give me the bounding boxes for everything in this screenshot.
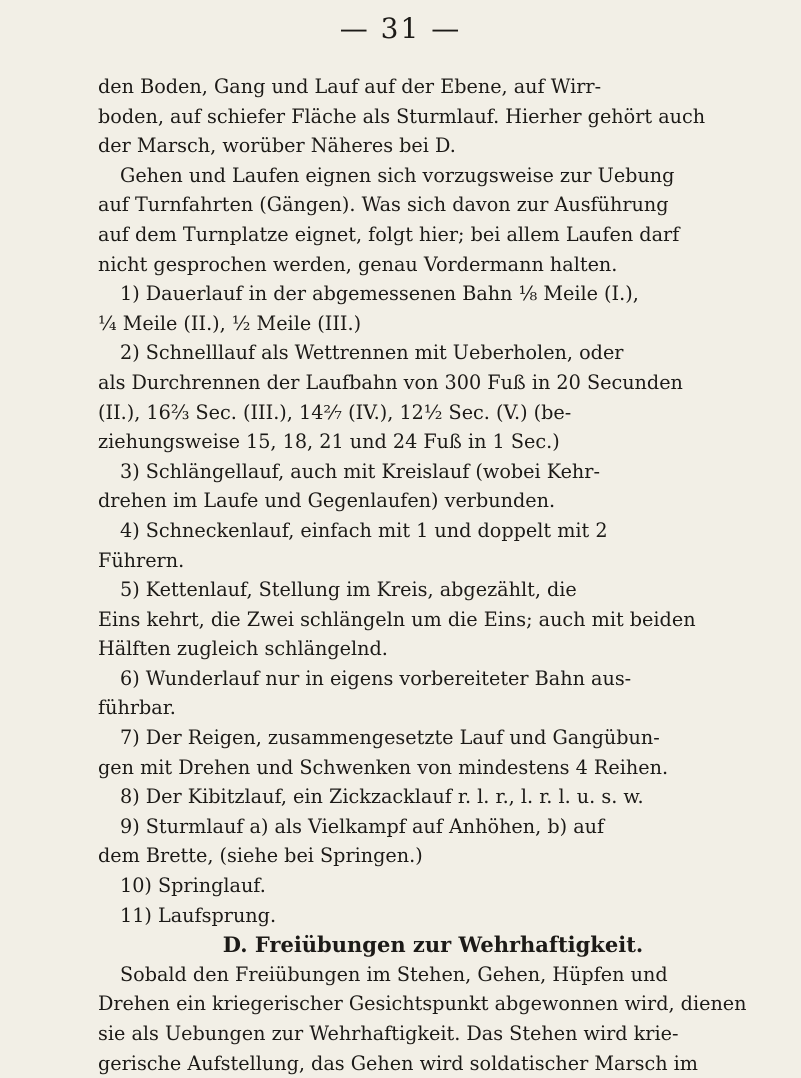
list-item: 7) Der Reigen, zusammengesetzte Lauf und Gangübun- <box>120 726 660 750</box>
text-line: drehen im Laufe und Gegenlaufen) verbunden. <box>98 489 556 513</box>
text-line: den Boden, Gang und Lauf auf der Ebene, auf Wirr- <box>98 75 602 98</box>
list-item: 8) Der Kibitzlauf, ein Zickzacklauf r. l. r., l. r. l. u. s. w. <box>120 785 644 809</box>
list-item: 2) Schnelllauf als Wettrennen mit Ueberholen, oder <box>120 341 624 365</box>
text-line: Eins kehrt, die Zwei schlängeln um die Eins; auch mit beiden <box>98 607 696 631</box>
page-number: — 31 — <box>339 12 462 45</box>
text-line: Sobald den Freiübungen im Stehen, Gehen, Hüpfen und <box>120 962 668 986</box>
list-item: 4) Schneckenlauf, einfach mit 1 und doppelt mit 2 <box>120 518 608 542</box>
text-line: ¼ Meile (II.), ½ Meile (III.) <box>98 311 362 335</box>
text-line: dem Brette, (siehe bei Springen.) <box>98 844 423 868</box>
body-text <box>98 72 768 1078</box>
text-line: Hälften zugleich schlängelnd. <box>98 637 388 661</box>
list-item: 3) Schlängellauf, auch mit Kreislauf (wobei Kehr- <box>120 459 600 483</box>
text-line: nicht gesprochen werden, genau Vordermann halten. <box>98 252 618 276</box>
text-line: gerische Aufstellung, das Gehen wird soldatischer Marsch im <box>98 1051 699 1075</box>
text-line: Führern. <box>98 548 185 572</box>
text-line: sie als Uebungen zur Wehrhaftigkeit. Das Stehen wird krie- <box>98 1022 679 1045</box>
list-item: 9) Sturmlauf a) als Vielkampf auf Anhöhen, b) auf <box>120 814 605 838</box>
text-line: Gehen und Laufen eignen sich vorzugsweise zur Uebung <box>120 163 675 187</box>
text-line: auf dem Turnplatze eignet, folgt hier; bei allem Laufen darf <box>98 222 680 246</box>
list-item: 5) Kettenlauf, Stellung im Kreis, abgezählt, die <box>120 578 577 602</box>
list-item: 1) Dauerlauf in der abgemessenen Bahn ⅛ Meile (I.), <box>120 282 639 306</box>
list-item: 10) Springlauf. <box>120 874 266 898</box>
text-line: (II.), 16⅔ Sec. (III.), 14²⁄₇ (IV.), 12½ Sec. (V.) (be- <box>98 400 572 424</box>
text-line: gen mit Drehen und Schwenken von mindestens 4 Reihen. <box>98 755 669 779</box>
text-line: als Durchrennen der Laufbahn von 300 Fuß in 20 Secunden <box>98 370 683 394</box>
text-line: der Marsch, worüber Näheres bei D. <box>98 134 456 158</box>
list-item: 11) Laufsprung. <box>120 903 277 927</box>
list-item: 6) Wunderlauf nur in eigens vorbereiteter Bahn aus- <box>120 666 632 690</box>
section-heading: D. Freiübungen zur Wehrhaftigkeit. <box>222 932 644 958</box>
text-line: ziehungsweise 15, 18, 21 und 24 Fuß in 1 Sec.) <box>98 430 560 454</box>
text-line: führbar. <box>98 696 176 720</box>
text-line: boden, auf schiefer Fläche als Sturmlauf. Hierher gehört auch <box>98 104 706 128</box>
text-line: auf Turnfahrten (Gängen). Was sich davon zur Ausführung <box>98 193 669 217</box>
text-line: Drehen ein kriegerischer Gesichtspunkt abgewonnen wird, dienen <box>98 992 747 1016</box>
